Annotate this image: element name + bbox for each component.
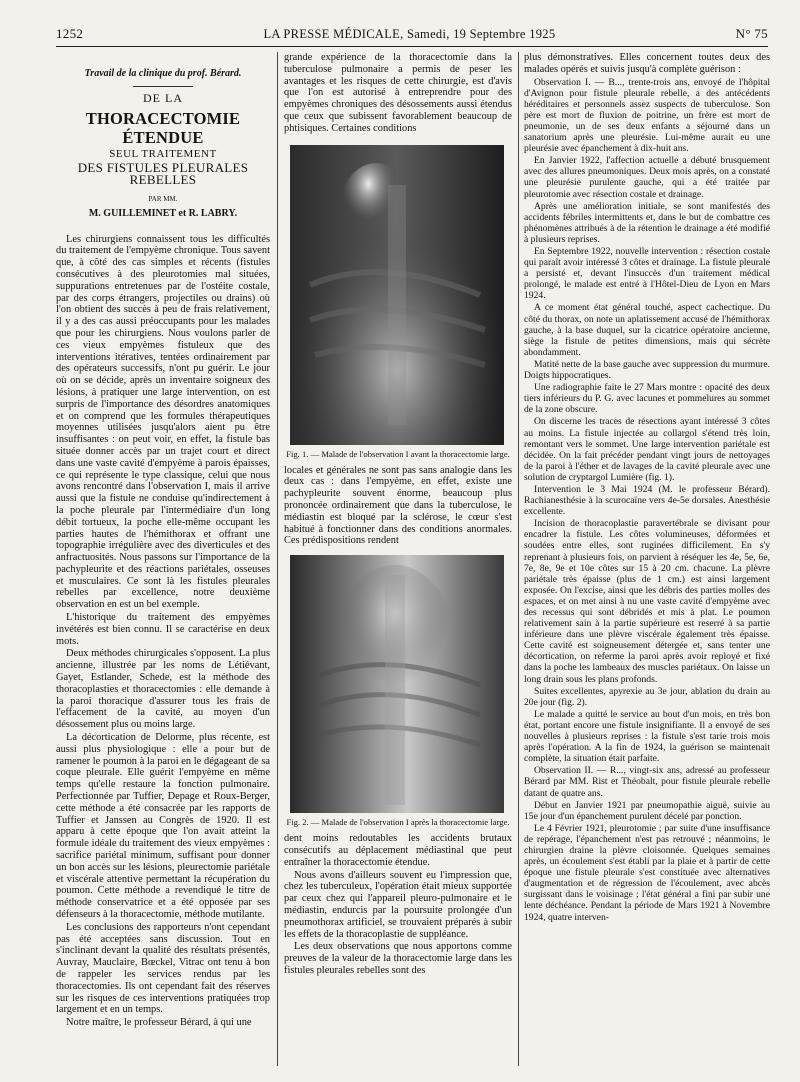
page-header xyxy=(56,26,768,44)
chest-xray-image xyxy=(290,555,504,813)
observation-1-heading: Observation I. — B..., trente-trois ans, envoyé de l'hôpital d'Avignon pour fistule pleurale rebelle, a des antécédents héréditaires et personnels assez suspects de tuberculose. Son père est mort de fluxion de poitrine, un frère est mort de pneumonie, un de ses deux enfants a séjourné dans un sanatorium après une pleurésie. Lui-même aurait eu une pleurésie avec épanchement à dix-huit ans. xyxy=(524,76,770,155)
paragraph: Suites excellentes, apyrexie au 3e jour, ablation du drain au 20e jour (fig. 2). xyxy=(524,685,770,708)
paragraph: Incision de thoracoplastie paravertébrale se divisant pour encadrer la fistule. Les côtes volumineuses, déformées et soudées entre elles, sont ruginées difficilement. En s'y reprenant à plusieurs fois, on parvient à réséquer les 4e, 5e, 6e, 7e, 8e, 9e et 10e côtes sur 15 à 20 cm. chacune. La plèvre pariétale très épaisse (plus de 1 cm.) est ainsi largement exposée. On l'excise, ainsi que les débris des parties molles des espaces, et on met ainsi à nu une vaste cavité d'empyème avec des recessus qui sont débridés et mis à plat. Le poumon relativement sain à la partie supérieure est reserré à sa partie inférieure dans une plèvre viscérale également très épaisse. Cette cavité est soigneusement détergée et, sans tenter une décortication, on referme la paroi après avoir reployé et fixé dans la poche les lambeaux des muscles pariétaux. On laisse un long drain sous les plans profonds. xyxy=(524,518,770,685)
column-1 xyxy=(56,52,270,1072)
paragraph: Les deux observations que nous apportons comme preuves de la valeur de la thoracectomie large dans les fistules pleurales rebelles sont des xyxy=(284,941,512,976)
paragraph: Début en Janvier 1921 par pneumopathie aiguë, suivie au 15e jour d'un épanchement purulent décelé par ponction. xyxy=(524,799,770,822)
clinic-line: Travail de la clinique du prof. Bérard. xyxy=(84,68,242,79)
paragraph: plus démonstratives. Elles concernent toutes deux des malades opérés et suivis jusqu'à complète guérison : xyxy=(524,52,770,75)
column-2 xyxy=(284,52,512,1072)
paragraph: Après une amélioration initiale, se sont manifestés des accidents fébriles intermittents et, dans le but de combattre ces phénomènes attribués à de la rétention le drainage a été modifié à plusieurs reprises. xyxy=(524,200,770,245)
article-subtitle-2: DES FISTULES PLEURALES REBELLES xyxy=(77,160,249,188)
paragraph: Le malade a quitté le service au bout d'un mois, en très bon état, portant encore une fistule insignifiante. Il a envoyé de ses nouvelles à plusieurs reprises : la fistule s'est tarie trois mois après l'opération. A la fin de 1924, la guérison se maintenait complète, la situation était parfaite. xyxy=(524,708,770,765)
page-number: 1252 xyxy=(56,26,84,41)
by-line-prefix: PAR MM. xyxy=(148,194,178,203)
paragraph: locales et générales ne sont pas sans analogie dans les deux cas : dans l'empyème, en effet, existe une pachypleurite souvent énorme, beaucoup plus prononcée ordinairement que dans la tuberculose, le médiastin est bloqué par la sclérose, le cœur s'est habitué à fonctionner dans des conditions anormales. Ces prédispositions rendent xyxy=(284,464,512,547)
paragraph: dent moins redoutables les accidents brutaux consécutifs au déplacement médiastinal que peut entraîner la thoracectomie étendue. xyxy=(284,833,512,868)
paragraph: Notre maître, le professeur Bérard, à qui une xyxy=(66,1017,252,1029)
paragraph: L'historique du traitement des empyèmes invétérés est bien connu. Il se caractérise en deux mots. xyxy=(56,612,270,647)
figure-1-caption: Fig. 1. — Malade de l'observation I avant la thoracectomie large. xyxy=(286,448,510,459)
paragraph: Une radiographie faite le 27 Mars montre : opacité des deux tiers inférieurs du P. G. avec lacunes et pommelures au sommet de la zone obscure. xyxy=(524,382,770,416)
title-prefix: DE LA xyxy=(143,90,183,105)
paragraph: Deux méthodes chirurgicales s'opposent. La plus ancienne, illustrée par les noms de Létiévant, Gayet, Estlander, Schede, est la méthode des thoracoplasties et thoracectomies : elle demande à la paroi thoracique d'assurer tous les frais de l'effacement de la cavité, au moyen d'un désossement plus ou moins large. xyxy=(56,648,270,731)
authors: M. GUILLEMINET et R. LABRY. xyxy=(88,207,238,219)
journal-title-date: LA PRESSE MÉDICALE, Samedi, 19 Septembre 1925 xyxy=(263,27,556,41)
paragraph: En Septembre 1922, nouvelle intervention : résection costale qui paraît avoir intéressé 3 côtes et drainage. La fistule pleurale a persisté et, devant l'insuccès d'un traitement médical prolongé, le malade est entré à l'Hôtel-Dieu de Lyon en Mars 1924. xyxy=(524,246,770,302)
issue-number: N° 75 xyxy=(735,26,768,41)
paragraph: grande expérience de la thoracectomie dans la tuberculose pulmonaire a permis de peser les avantages et les risques de cette chirurgie, est d'avis que l'on est autorisé à entreprendre pour des empyèmes chroniques des désossements aussi étendus que ceux que subissent favorablement beaucoup de phtisiques. Certaines conditions xyxy=(284,52,512,134)
header-rule xyxy=(56,46,768,47)
chest-xray-image xyxy=(290,145,504,445)
column-divider xyxy=(277,52,278,1066)
article-subtitle-1: SEUL TRAITEMENT xyxy=(109,147,217,160)
column-3 xyxy=(524,52,770,1072)
xray-figure-2 xyxy=(290,555,504,813)
figure-2-caption: Fig. 2. — Malade de l'observation I après la thoracectomie large. xyxy=(286,817,510,828)
paragraph: Intervention le 3 Mai 1924 (M. le professeur Bérard). Rachianesthésie à la scurocaïne vers 4e-5e dorsales. Anesthésie excellente. xyxy=(524,483,770,518)
paragraph: Les conclusions des rapporteurs n'ont cependant pas été acceptées sans discussion. Tout en s'inclinant devant la qualité des résultats présentés, Auvray, Mauclaire, Bœckel, Vitrac ont tenu à bon de rappeler les services rendus par les thoracectomies. Ils ont cependant fait des réserves sur les risques de ces interventions pratiquées trop largement et en un temps. xyxy=(56,921,270,1016)
divider xyxy=(133,86,193,87)
paragraph: La décortication de Delorme, plus récente, est aussi plus physiologique : elle a pour but de ramener le poumon à la paroi en le dégageant de sa coque pleurale. Elle guérit l'empyème en même temps qu'elle restaure la fonction pulmonaire. Perfectionnée par Tuffier, Depage et Roux-Berger, cette méthode a été consacrée par les rapports de Tuffier et Janssen au Congrès de 1920. Il est apparu à cette époque que l'on avait atteint la formule idéale du traitement des vieux empyèmes : sacrifice pariétal minimum, suffisant pour donner un bon accès sur les lésions, pleurectomie pariétale et viscérale attentive permettant la récupération du poumon. Cette méthode a revendiqué le titre de méthode conservatrice et a été opposée par ses défenseurs à la thoracectomie, méthode mutilante. xyxy=(56,732,270,920)
paragraph: Le 4 Février 1921, pleurotomie ; par suite d'une insuffisance de repérage, l'épanchement n'est pas retrouvé ; néanmoins, le chirurgien draine la plèvre cloisonnée. Quelques semaines après, un écoulement s'est établi par la plaie et à partir de cette époque une fistule pleurale s'est constituée avec alternatives d'augmentation et de régression de l'écoulement, avec abcès surgissant dans le voisinage ; l'état général a fini par subir une lente déchéance. Pendant la période de Mars 1921 à Novembre 1924, quatre interven- xyxy=(524,822,770,923)
observation-block xyxy=(524,77,770,923)
observation-2-heading: Observation II. — R..., vingt-six ans, adressé au professeur Bérard par MM. Rist et Théobalt, pour fistule pleurale rebelle datant de quatre ans. xyxy=(524,765,770,799)
paragraph: En Janvier 1922, l'affection actuelle a débuté brusquement avec des allures pneumoniques. Deux mois après, on a constaté une pleurésie purulente gauche, qui a été traitée par pleurotomie avec résection costale et drainage. xyxy=(524,155,770,200)
xray-figure-1 xyxy=(290,145,504,445)
paragraph: Matité nette de la base gauche avec suppression du murmure. Doigts hippocratiques. xyxy=(524,358,770,382)
article-title: THORACECTOMIE ÉTENDUE xyxy=(85,108,241,147)
paragraph: Nous avons d'ailleurs souvent eu l'impression que, chez les tuberculeux, l'opération était mieux supportée par ceux chez qui l'appareil pleuro-pulmonaire et le médiastin, endurcis par la poursuite prolongée d'un pneumothorax artificiel, se trouvaient préparés à subir les effets de la thoracoplastie de suppléance. xyxy=(284,869,512,940)
paragraph: Les chirurgiens connaissent tous les difficultés du traitement de l'empyème chronique. Tous savent que, à côté des cas simples et récents (fistules consécutives à des pleurotomies mal situées, suppurations entretenues par de l'ostéite costale, par des corps étrangers, projectiles ou drains) où l'on obtient des succès à peu de frais relativement, il y a des cas aussi préoccupants pour les malades que pour les chirurgiens. Nous voulons parler de ces vieux empyèmes fistuleux que des interventions itératives, tentées ordinairement par des opérateurs successifs, n'ont pu guérir. Le jour où on se décide, après un inventaire soigneux des lésions, à pratiquer une large intervention, on est surpris de l'importance des désordres anatomiques et on comprend que les formules thérapeutiques moyennes utilisées jusqu'alors aient pu être insuffisantes : on peut voir, en effet, la fistule bas située donner accès par un trajet court et direct dans une vaste cavité d'empyème à parois épaisses, ce qui représente le type classique, celui que nous avons rencontré dans l'observation I, mais il arrive aussi que la fistule ne conduise qu'indirectement à la poche pleurale par l'intermédiaire d'un long débit tortueux, la poche elle-même occupant les parties hautes de l'hémithorax et offrant une topographie irrégulière avec des diverticules et des anfractuosités. Nous passons sur l'importance de la pachypleurite et des réactions pariétales, osseuses et musculaires. Ce sont là les fistules pleurales rebelles par excellence, notre deuxième observation en est un bel exemple. xyxy=(56,233,270,611)
column-divider xyxy=(518,52,519,1066)
paragraph: A ce moment état général touché, aspect cachectique. Du côté du thorax, on note un aplatissement accusé de l'hémithorax gauche, à la base duquel, sur la cicatrice opératoire ancienne, siège la fistule de petites dimensions, mais qui sécrète abondamment. xyxy=(524,302,770,358)
paragraph: On discerne les traces de résections ayant intéressé 3 côtes au moins. La fistule injectée au collargol s'étend très loin, remontant vers le sommet. Une large intervention pariétale est décidée. On la fait précéder pendant vingt jours de nettoyages de la paroi à l'éther et de lavages de la cavité pleurale avec une solution de cryptargol Lumière (fig. 1). xyxy=(524,416,770,483)
